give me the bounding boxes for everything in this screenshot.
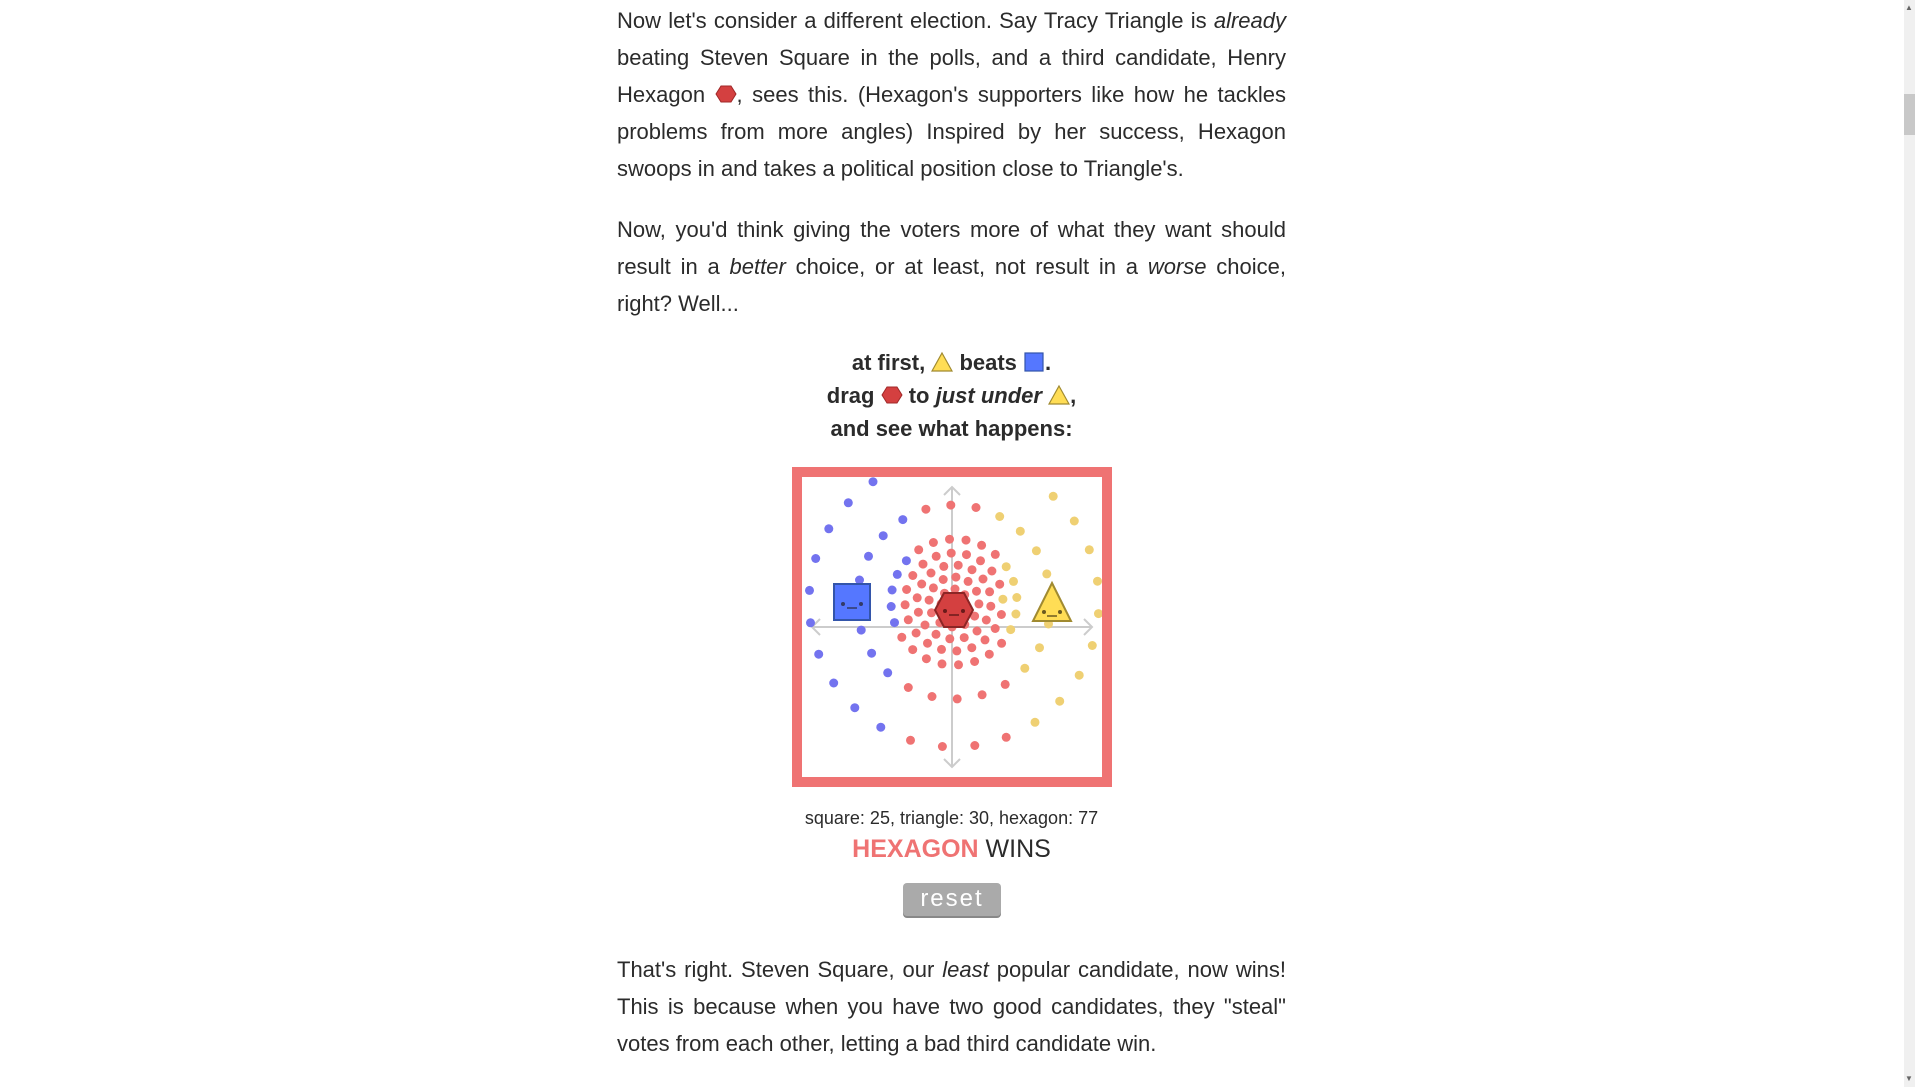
voter-dot — [904, 615, 913, 624]
voter-dot — [951, 573, 960, 582]
voter-dot — [919, 560, 928, 569]
voter-dot — [897, 633, 906, 642]
scrollbar-thumb[interactable] — [1904, 94, 1915, 135]
voter-dot — [898, 515, 907, 524]
voter-dot — [1001, 680, 1010, 689]
scroll-up-icon[interactable]: ▲ — [1905, 3, 1913, 12]
voter-dot — [1031, 718, 1040, 727]
voter-dot — [946, 501, 955, 510]
voter-dot — [824, 524, 833, 533]
voter-dot — [1070, 517, 1079, 526]
voter-dot — [960, 633, 969, 642]
voter-dot — [811, 554, 820, 563]
voter-dot — [964, 577, 973, 586]
voter-dot — [921, 505, 930, 514]
triangle-icon — [1048, 384, 1070, 406]
voter-dot — [952, 646, 961, 655]
voter-dot — [970, 741, 979, 750]
candidate-triangle[interactable] — [1033, 583, 1071, 621]
voter-dot — [888, 586, 897, 595]
voter-dot — [887, 602, 896, 611]
voter-dot — [929, 538, 938, 547]
voter-dot — [970, 657, 979, 666]
voter-dot — [972, 503, 981, 512]
voter-dot — [1075, 671, 1084, 680]
voter-dot — [986, 602, 995, 611]
voter-dot — [929, 583, 938, 592]
paragraph-intro: Now let's consider a different election. Say Tracy Triangle is already beating Steven Square in the polls, and a third candidate, Henry Hexagon , sees this. (Hexagon's supporters like how he tackles problems from more angles) Inspired by her success, Hexagon swoops in and takes a political position close to Triangle's. — [617, 8, 1286, 181]
voter-dot — [977, 541, 986, 550]
voter-dot — [991, 624, 1000, 633]
voter-dot — [1035, 643, 1044, 652]
voter-dot — [883, 668, 892, 677]
paragraph-conclusion: That's right. Steven Square, our least popular candidate, now wins! This is because when you have two good candidates, they "steal" votes from each other, letting a bad third candidate win. — [617, 957, 1286, 1056]
scrollbar[interactable] — [1904, 0, 1915, 1087]
voter-dot — [939, 562, 948, 571]
voter-dot — [923, 639, 932, 648]
voter-dot — [1002, 733, 1011, 742]
voter-dot — [927, 569, 936, 578]
voter-dot — [829, 679, 838, 688]
voter-dot — [921, 621, 930, 630]
voter-dot — [932, 552, 941, 561]
voter-dot — [864, 552, 873, 561]
voter-dot — [876, 723, 885, 732]
square-icon — [1023, 351, 1045, 373]
voter-dot — [945, 535, 954, 544]
voter-dot — [973, 627, 982, 636]
voter-dot — [1020, 664, 1029, 673]
voter-dot — [1009, 577, 1018, 586]
voter-dot — [893, 570, 902, 579]
voter-dot — [947, 549, 956, 558]
voter-dot — [1049, 492, 1058, 501]
voter-dot — [890, 618, 899, 627]
hexagon-icon — [881, 384, 903, 406]
voter-dot — [869, 477, 878, 486]
voter-dot — [879, 531, 888, 540]
voter-dot — [972, 587, 981, 596]
voter-dot — [1088, 641, 1097, 650]
voter-dot — [991, 550, 1000, 559]
voter-dot — [867, 649, 876, 658]
voter-dot — [974, 599, 983, 608]
voter-dot — [805, 586, 814, 595]
voter-dot — [997, 639, 1006, 648]
voter-dot — [979, 575, 988, 584]
voter-dot — [981, 635, 990, 644]
voter-dot — [1093, 577, 1102, 586]
winner-name: HEXAGON — [852, 835, 979, 863]
vote-tally: square: 25, triangle: 30, hexagon: 77 — [804, 808, 1099, 828]
voter-dot — [1094, 609, 1102, 618]
voter-dot — [995, 512, 1004, 521]
voter-dot — [1055, 697, 1064, 706]
voter-dot — [937, 645, 946, 654]
voter-dot — [806, 618, 815, 627]
voter-dot — [962, 536, 971, 545]
voter-dot — [953, 694, 962, 703]
voter-dot — [912, 629, 921, 638]
candidate-hexagon[interactable] — [935, 593, 973, 627]
voter-dot — [922, 654, 931, 663]
hexagon-icon — [715, 83, 737, 105]
voter-dot — [908, 571, 917, 580]
voter-dot — [902, 585, 911, 594]
voter-dot — [1042, 569, 1051, 578]
voter-dot — [985, 587, 994, 596]
voter-dot — [928, 692, 937, 701]
voter-dot — [1016, 527, 1025, 536]
voter-dot — [1002, 562, 1011, 571]
instructions-caption: at first, beats . drag to just under , and see what happens: — [826, 350, 1077, 441]
paragraph-question: Now, you'd think giving the voters more of what they want should result in a better choice, or at least, not result in a worse choice, right? Well... — [617, 217, 1286, 316]
voter-dot — [954, 561, 963, 570]
voter-dot — [901, 600, 910, 609]
voter-dot — [932, 630, 941, 639]
voter-dot — [985, 650, 994, 659]
voter-dot — [982, 616, 991, 625]
voter-dot — [997, 610, 1006, 619]
voter-dot — [814, 650, 823, 659]
scroll-down-icon[interactable]: ▼ — [1905, 1074, 1913, 1083]
voter-dot — [987, 567, 996, 576]
voter-dot — [844, 498, 853, 507]
voter-dot — [995, 580, 1004, 589]
voter-dot — [1006, 625, 1015, 634]
voter-dot — [938, 742, 947, 751]
voter-dot — [904, 683, 913, 692]
triangle-icon — [931, 351, 953, 373]
voter-dot — [978, 690, 987, 699]
voter-dot — [939, 575, 948, 584]
winner-announcement: HEXAGON WINS — [852, 835, 1051, 863]
voter-dot — [917, 580, 926, 589]
reset-button[interactable]: reset — [903, 883, 1001, 916]
voter-dot — [908, 645, 917, 654]
voter-dot — [998, 595, 1007, 604]
voter-dot — [857, 626, 866, 635]
voter-dot — [1085, 545, 1094, 554]
voter-dot — [1011, 610, 1020, 619]
candidate-square[interactable] — [834, 584, 870, 620]
voter-dot — [954, 660, 963, 669]
voter-dot — [1012, 593, 1021, 602]
voter-dot — [968, 565, 977, 574]
voter-dot — [850, 703, 859, 712]
voter-dot — [1032, 546, 1041, 555]
voter-dot — [902, 556, 911, 565]
voter-dot — [976, 556, 985, 565]
voter-dot — [914, 608, 923, 617]
voter-dot — [906, 736, 915, 745]
election-simulation-canvas[interactable] — [792, 467, 1112, 787]
voter-dot — [914, 545, 923, 554]
voter-dot — [945, 634, 954, 643]
voter-dot — [962, 550, 971, 559]
voter-dot — [925, 596, 934, 605]
voter-dot — [913, 593, 922, 602]
voter-dot — [967, 643, 976, 652]
voter-dot — [938, 659, 947, 668]
